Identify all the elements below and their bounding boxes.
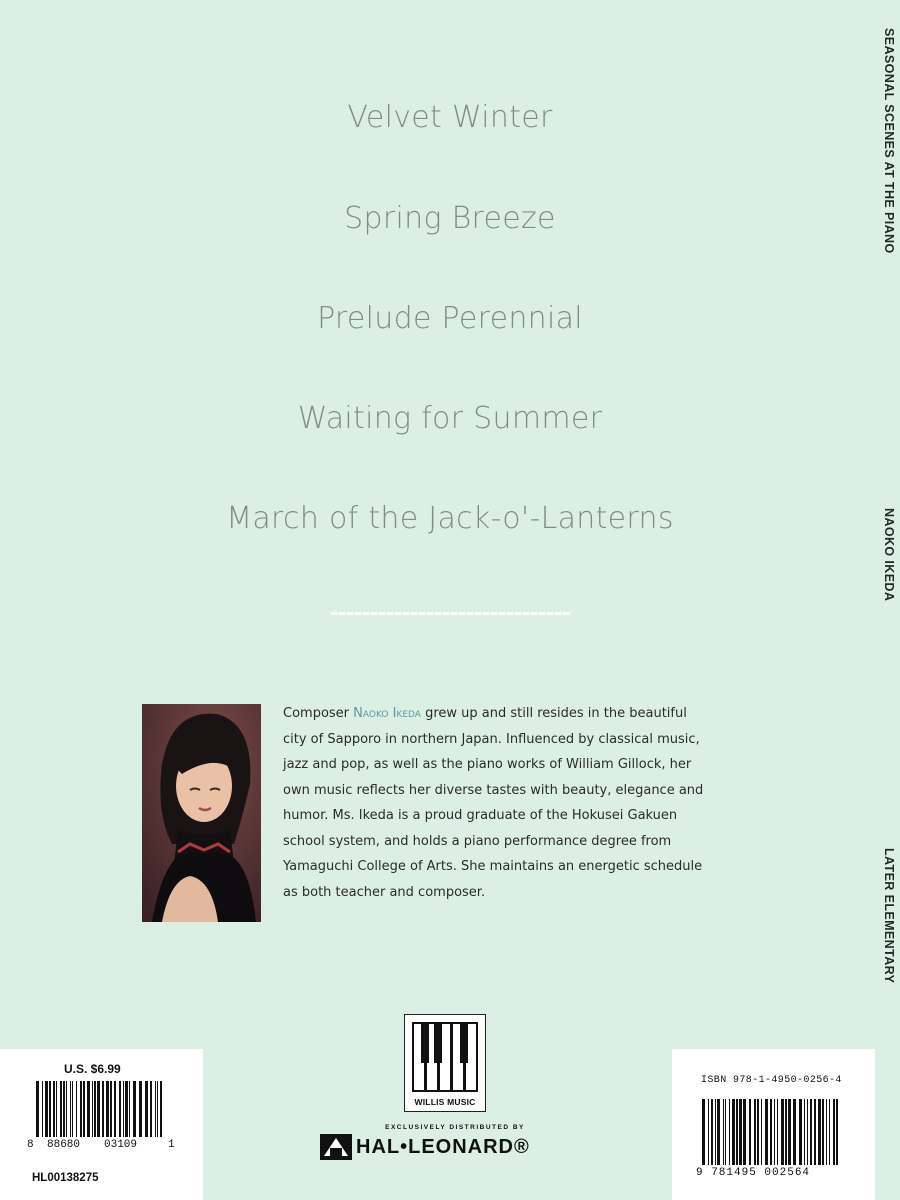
barcode-bar	[63, 1081, 65, 1137]
isbn-barcode-digits: 9 781495 002564	[696, 1167, 811, 1179]
composer-bio	[283, 701, 769, 905]
upc-barcode	[36, 1081, 166, 1137]
barcode-bar	[708, 1099, 709, 1165]
piano-keys-icon	[411, 1021, 479, 1093]
item-code: HL00138275	[32, 1172, 99, 1184]
barcode-bar	[106, 1081, 109, 1137]
barcode-bar	[60, 1081, 62, 1137]
barcode-bar	[157, 1081, 158, 1137]
barcode-bar	[814, 1099, 816, 1165]
bio-line: own music reflects her diverse tastes with beauty, elegance and	[283, 782, 704, 798]
barcode-digits-right: 03109	[104, 1139, 138, 1151]
barcode-bar	[822, 1099, 824, 1165]
barcode-bar	[94, 1081, 96, 1137]
composer-photo	[142, 704, 261, 922]
spine-composer: NAOKO IKEDA	[882, 508, 896, 602]
barcode-bar	[129, 1081, 130, 1137]
barcode-bar	[45, 1081, 48, 1137]
barcode-bar	[739, 1099, 742, 1165]
piece-title: Prelude Perennial	[317, 301, 583, 336]
barcode-bar	[765, 1099, 768, 1165]
barcode-bar	[123, 1081, 124, 1137]
composer-portrait-illustration	[142, 704, 261, 922]
barcode-bar	[732, 1099, 735, 1165]
barcode-bar	[150, 1081, 152, 1137]
isbn-number: ISBN 978-1-4950-0256-4	[701, 1075, 842, 1086]
bio-line	[283, 701, 769, 727]
barcode-bar	[66, 1081, 67, 1137]
barcode-bar	[97, 1081, 100, 1137]
barcode-bar	[102, 1081, 104, 1137]
barcode-bar	[836, 1099, 838, 1165]
barcode-bar	[749, 1099, 751, 1165]
barcode-bar	[777, 1099, 778, 1165]
barcode-bar	[110, 1081, 112, 1137]
barcode-bar	[723, 1099, 724, 1165]
barcode-bar	[754, 1099, 756, 1165]
barcode-bar	[72, 1081, 73, 1137]
price-barcode-box	[0, 1049, 203, 1200]
piece-title: Spring Breeze	[344, 201, 556, 236]
barcode-bar	[804, 1099, 805, 1165]
bio-intro: Composer	[283, 706, 354, 721]
isbn-barcode	[702, 1099, 842, 1165]
barcode-bar	[160, 1081, 162, 1137]
barcode-bar	[833, 1099, 835, 1165]
hal-leonard-wordmark: HAL•LEONARD®	[356, 1136, 530, 1158]
barcode-bar	[818, 1099, 821, 1165]
bio-line: humor. Ms. Ikeda is a proud graduate of the Hokusei Gakuen	[283, 808, 678, 823]
barcode-bar	[155, 1081, 156, 1137]
bio-line: jazz and pop, as well as the piano works of William Gillock, her	[283, 757, 692, 772]
bio-line: city of Sapporo in northern Japan. Influenced by classical music,	[283, 731, 700, 747]
hal-leonard-mark-icon	[320, 1134, 352, 1160]
barcode-bar	[743, 1099, 746, 1165]
barcode-bar	[829, 1099, 830, 1165]
isbn-barcode-box	[672, 1049, 875, 1200]
barcode-bar	[788, 1099, 791, 1165]
barcode-bar	[87, 1081, 90, 1137]
barcode-bar	[49, 1081, 51, 1137]
barcode-bar	[83, 1081, 85, 1137]
barcode-bar	[785, 1099, 787, 1165]
barcode-check-digit: 1	[168, 1139, 175, 1151]
bio-line: Yamaguchi College of Arts. She maintains an energetic schedule	[283, 859, 703, 874]
piece-title: Waiting for Summer	[297, 401, 603, 436]
barcode-bar	[139, 1081, 142, 1137]
barcode-bar	[53, 1081, 55, 1137]
barcode-bar	[799, 1099, 802, 1165]
willis-music-logo	[404, 1014, 486, 1112]
bio-line-rest: grew up and still resides in the beautiful	[420, 706, 687, 721]
spine-level: LATER ELEMENTARY	[882, 848, 896, 984]
barcode-bar	[125, 1081, 128, 1137]
barcode-bar	[80, 1081, 82, 1137]
bio-line: as both teacher and composer.	[283, 884, 486, 900]
barcode-bar	[711, 1099, 713, 1165]
barcode-bar	[717, 1099, 720, 1165]
barcode-bar	[92, 1081, 93, 1137]
piece-title: Velvet Winter	[347, 100, 553, 135]
barcode-bar	[807, 1099, 808, 1165]
barcode-lead-digit: 8	[27, 1139, 34, 1151]
piece-title: March of the Jack-o'-Lanterns	[226, 501, 674, 536]
barcode-bar	[826, 1099, 827, 1165]
barcode-bar	[70, 1081, 71, 1137]
barcode-bar	[42, 1081, 43, 1137]
barcode-bar	[736, 1099, 738, 1165]
bio-line: school system, and holds a piano performance degree from	[283, 833, 672, 849]
barcode-bar	[770, 1099, 772, 1165]
barcode-bar	[810, 1099, 812, 1165]
barcode-digits-left: 88680	[47, 1139, 81, 1151]
willis-logo-text: WILLIS MUSIC	[414, 1097, 476, 1107]
hal-leonard-logo	[320, 1132, 582, 1162]
barcode-bar	[119, 1081, 121, 1137]
barcode-bar	[114, 1081, 116, 1137]
barcode-bar	[715, 1099, 716, 1165]
distribution-note: EXCLUSIVELY DISTRIBUTED BY	[385, 1124, 525, 1131]
decorative-divider	[331, 612, 571, 615]
barcode-bar	[761, 1099, 762, 1165]
price-label: U.S. $6.99	[64, 1062, 121, 1076]
barcode-bar	[56, 1081, 57, 1137]
barcode-bar	[774, 1099, 775, 1165]
barcode-bar	[76, 1081, 77, 1137]
barcode-bar	[781, 1099, 784, 1165]
barcode-bar	[145, 1081, 148, 1137]
barcode-bar	[757, 1099, 759, 1165]
barcode-bar	[133, 1081, 136, 1137]
barcode-bar	[702, 1099, 705, 1165]
spine-title: SEASONAL SCENES AT THE PIANO	[882, 28, 896, 254]
barcode-bar	[729, 1099, 730, 1165]
barcode-bar	[725, 1099, 726, 1165]
composer-name: Naoko Ikeda	[353, 706, 421, 721]
barcode-bar	[36, 1081, 39, 1137]
barcode-bar	[793, 1099, 796, 1165]
